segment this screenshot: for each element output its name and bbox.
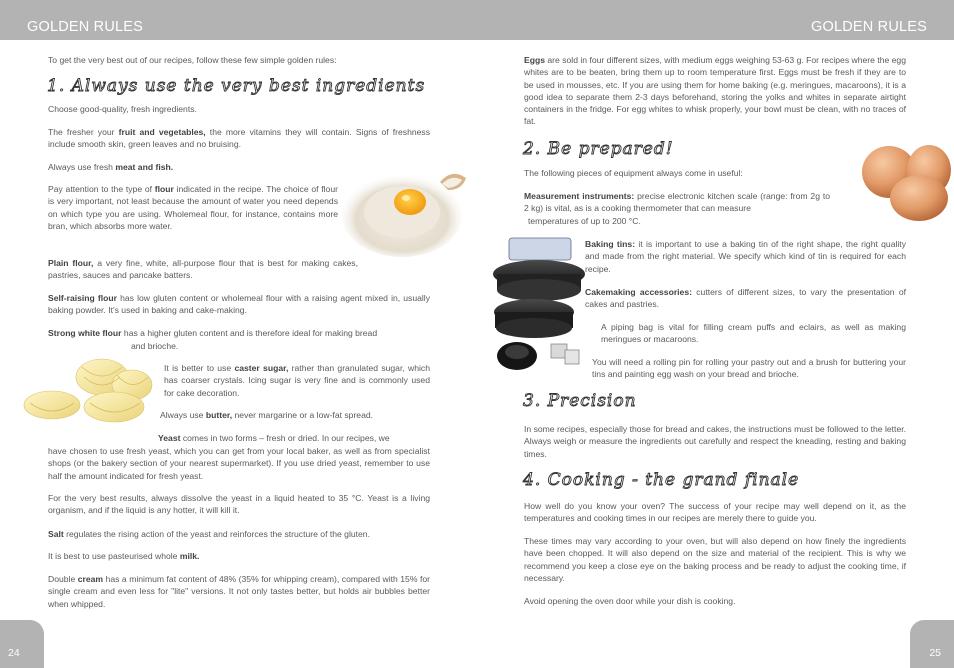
paragraph-fresher: The fresher your fruit and vegetables, the more vitamins they will contain. Signs of freshness include smooth skin, green leaves and no bruising.	[48, 127, 431, 150]
paragraph-equipment: The following pieces of equipment always come in useful:	[524, 168, 743, 178]
intro-paragraph: To get the very best out of our recipes, follow these few simple golden rules:	[48, 55, 337, 65]
paragraph-eggs: Eggs are sold in four different sizes, with medium eggs weighing 53-63 g. For recipes where the egg whites are to be beaten, bring them up to room temperature first. Eggs must be fresh if they are to be used in mousses, etc. If you are using them for home baking (e.g. meringues, macaroons), it is a good idea to separate them 2-3 days beforehand, storing the yolks and whites in separate airtight containers in the fridge. For egg whites to whisk properly, your bowl must be clean, with no traces of fat.	[524, 55, 906, 127]
header-band	[477, 0, 954, 40]
header-title: GOLDEN RULES	[27, 19, 144, 35]
page-number: 25	[929, 647, 941, 659]
paragraph-strong-flour: Strong white flour has a higher gluten content and is therefore ideal for making bread	[48, 328, 378, 338]
page-number-tab	[0, 620, 44, 668]
paragraph-baking-tins: Baking tins: it is important to use a baking tin of the right shape, the right quality and made from the right material. We specify which kind of tin is required for each recipe.	[585, 239, 906, 274]
header-band	[0, 0, 477, 40]
paragraph-yeast: Yeast comes in two forms – fresh or dried. In our recipes, we	[158, 433, 390, 443]
paragraph-meat: Always use fresh meat and fish.	[48, 162, 174, 172]
paragraph-quality: Choose good-quality, fresh ingredients.	[48, 104, 197, 114]
page-number-tab	[910, 620, 954, 668]
paragraph-flour: Pay attention to the type of flour indicated in the recipe. The choice of flour is very important, not least because the amount of water you need depends on which type you are using. Wholemeal flour, for instance, contains more bran, which absorbs more water.	[48, 184, 338, 231]
heading-cooking: 4. Cooking - the grand finale	[523, 470, 800, 490]
paragraph-self-raising: Self-raising flour has low gluten content or wholemeal flour with a raising agent mixed in, usually baking powder. It's used in baking and cake-making.	[48, 293, 431, 316]
paragraph-cakemaking: Cakemaking accessories: cutters of different sizes, to vary the presentation of cakes and pastries.	[585, 287, 906, 310]
flour-egg-image	[340, 160, 475, 260]
paragraph-salt: Salt regulates the rising action of the yeast and reinforces the structure of the gluten.	[48, 529, 370, 539]
paragraph-plain-flour: Plain flour, a very fine, white, all-purpose flour that is best for making cakes, pastries, sauces and pancake batters.	[48, 258, 358, 281]
paragraph-rolling-pin: You will need a rolling pin for rolling your pastry out and a brush for buttering your tins and painting egg wash on your bread and brioche.	[592, 357, 906, 380]
paragraph-measurement-cont: temperatures of up to 200 °C.	[528, 216, 641, 226]
paragraph-oven-2: These times may vary according to your oven, but will also depend on how finely the ingredients have been chopped. It will also depend on the size and material of the recipient. This is why we recommend you keep a close eye on the baking process and be ready to adjust the cooking time, if necessary.	[524, 536, 906, 583]
heading-be-prepared: 2. Be prepared!	[523, 139, 674, 159]
heading-precision: 3. Precision	[523, 391, 637, 411]
header-title: GOLDEN RULES	[810, 19, 927, 35]
paragraph-cream: Double cream has a minimum fat content of 48% (35% for whipping cream), compared with 15% for single cream and even less for "lite" versions. It not only tastes better, but holds air bubbles better when whipped.	[48, 574, 430, 609]
paragraph-precision: In some recipes, especially those for bread and cakes, the instructions must be followed to the letter. Always weigh or measure the ingredients out carefully and respect the kneading, resting and baking times.	[524, 424, 906, 459]
butter-curls-image	[22, 355, 157, 425]
paragraph-results: For the very best results, always dissolve the yeast in a liquid heated to 35 °C. Yeast is a living organism, and if the liquid is any hotter, it will kill it.	[48, 493, 430, 516]
paragraph-milk: It is best to use pasteurised whole milk.	[48, 551, 200, 561]
heading-best-ingredients: 1. Always use the very best ingredients	[47, 76, 426, 96]
right-page	[477, 0, 954, 668]
paragraph-strong-flour-cont: and brioche.	[131, 341, 179, 351]
paragraph-measurement: Measurement instruments: precise electronic kitchen scale (range: from 2g to 2 kg) is vital, as is a cooking thermometer that can measure	[524, 191, 830, 214]
paragraph-oven-3: Avoid opening the oven door while your dish is cooking.	[524, 596, 736, 606]
paragraph-yeast-cont: have chosen to use fresh yeast, which you can get from your local baker, as well as from specialist shops (or the bakery section of your nearest supermarket). If you use dried yeast, remember to use half the amount indicated for fresh yeast.	[48, 446, 430, 481]
paragraph-butter: Always use butter, never margarine or a low-fat spread.	[160, 410, 374, 420]
page-number: 24	[8, 647, 20, 659]
eggs-image	[859, 140, 954, 222]
paragraph-caster-sugar: It is better to use caster sugar, rather than granulated sugar, which has coarser crystals. Icing sugar is very fine and is commonly used for cake decoration.	[164, 363, 430, 398]
baking-tins-image	[489, 232, 589, 382]
paragraph-piping-bag: A piping bag is vital for filling cream puffs and eclairs, as well as making meringues or macaroons.	[601, 322, 906, 345]
paragraph-oven-1: How well do you know your oven? The success of your recipe may well depend on it, as the temperatures and cooking times in our recipes are merely there to guide you.	[524, 501, 906, 524]
